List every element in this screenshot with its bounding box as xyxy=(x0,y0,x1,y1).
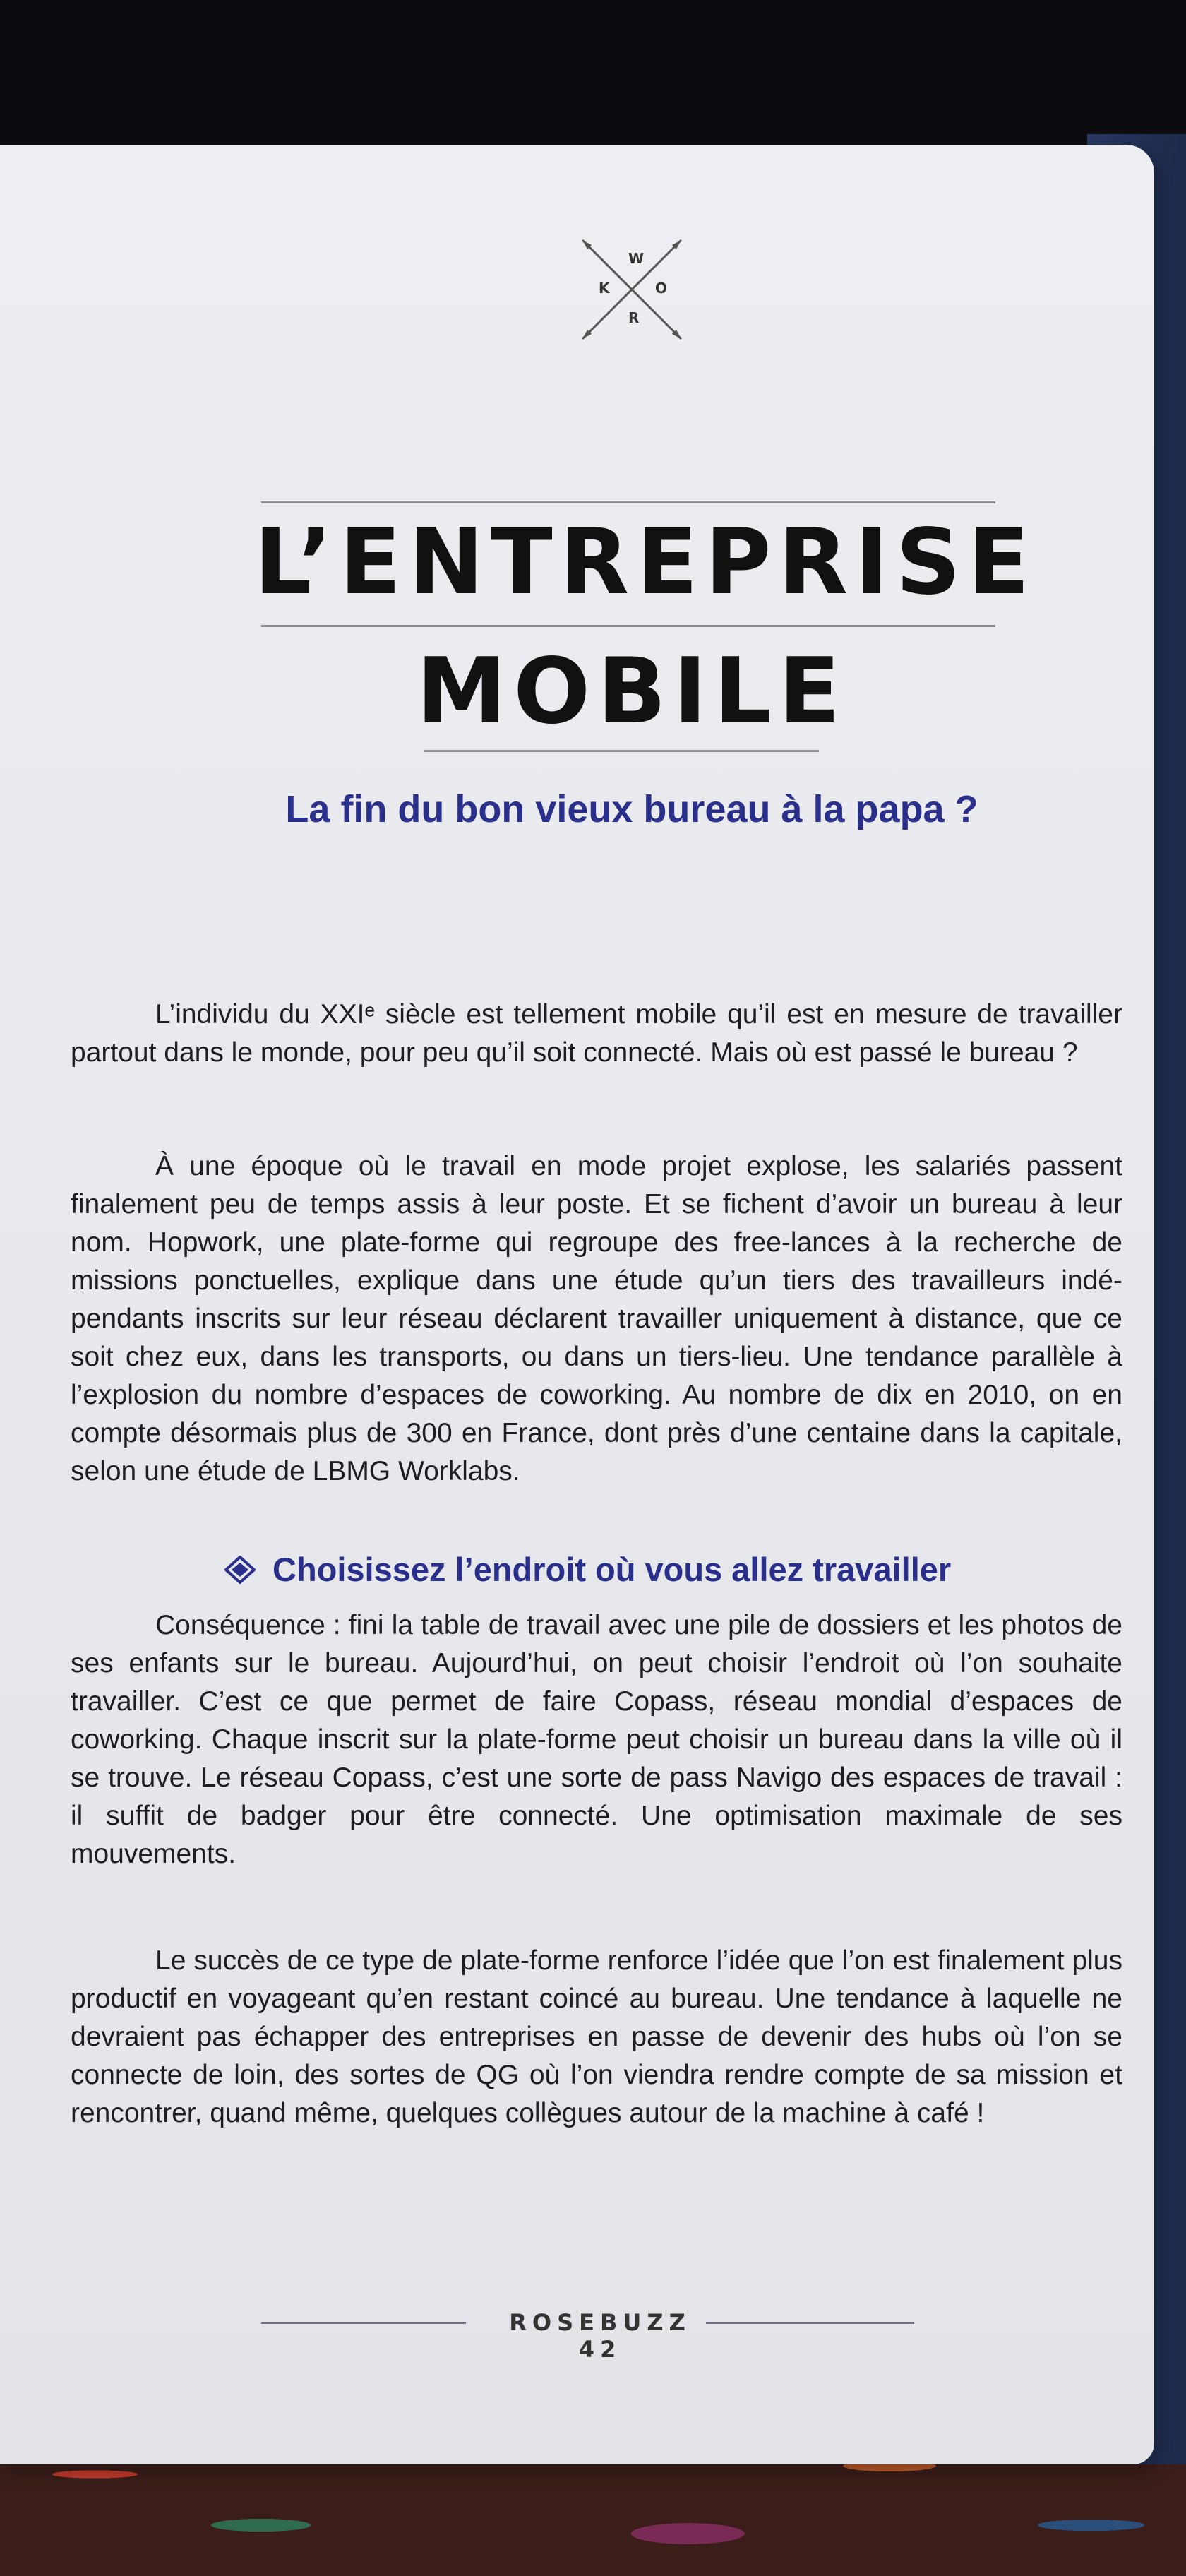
article-body-intro xyxy=(71,996,1122,1072)
compass-logo-icon xyxy=(579,237,685,342)
title-rule-bottom xyxy=(424,750,819,752)
article-body-section xyxy=(71,1606,1122,1873)
paragraph-1: L’individu du XXIᵉ siècle est tellement mobile qu’il est en mesure de travailler partout dans le monde, pour peu qu’il soit connecté. Mais où est passé le bureau ? xyxy=(71,999,1122,1068)
title-rule-top xyxy=(261,501,995,503)
paragraph-4: Le succès de ce type de plate-forme renforce l’idée que l’on est finalement plus productif en voyageant qu’en restant coincé au bureau. Une tendance à laquelle ne devraient pas échapper des entreprises en passe de devenir des hubs où l’on se connecte de loin, des sortes de QG où l’on viendra rendre compte de sa mission et rencontrer, quand même, quelques collègues autour de la machine à café ! xyxy=(71,1945,1122,2128)
paragraph-2: À une époque où le travail en mode projet explose, les salariés passent finalement peu de temps assis à leur poste. Et se fichent d’avoir un bureau à leur nom. Hopwork, une plate-forme qui regroupe des free-lances à la recherche de missions ponctuelles, explique dans une étude qu’un tiers des travailleurs indé-pendants inscrits sur leur réseau déclarent travailler uniquement à distance, que ce soit chez eux, dans les transports, ou dans un tiers-lieu. Une tendance parallèle à l’explosion du nombre d’espaces de coworking. Au nombre de dix en 2010, on en compte désormais plus de 300 en France, dont près d’une centaine dans la capitale, selon une étude de LBMG Worklabs. xyxy=(71,1151,1122,1486)
section-heading xyxy=(219,1550,951,1589)
footer-rule-right xyxy=(706,2322,914,2324)
page-title-line1: L’ENTREPRISE xyxy=(254,510,1037,615)
page-title-line2: MOBILE xyxy=(416,639,848,744)
logo-letter-r: R xyxy=(628,309,640,326)
logo-letter-o: O xyxy=(655,280,668,297)
section-heading-text: Choisissez l’endroit où vous allez travailler xyxy=(272,1551,952,1588)
diamond-bullet-icon xyxy=(219,1556,261,1584)
page-subtitle: La fin du bon vieux bureau à la papa ? xyxy=(285,788,978,830)
logo-letter-w: W xyxy=(628,250,645,267)
title-rule-middle xyxy=(261,625,995,627)
paragraph-3: Conséquence : fini la table de travail avec une pile de dossiers et les photos de ses enfants sur le bureau. Aujourd’hui, on peut choisir l’endroit où l’on souhaite travailler. C’est ce que permet de faire Copass, réseau mondial d’espaces de coworking. Chaque inscrit sur la plate-forme peut choisir un bureau dans la ville où il se trouve. Le réseau Copass, c’est une sorte de pass Navigo des espaces de travail : il suffit de badger pour être connecté. Une optimisation maximale de ses mouvements. xyxy=(71,1610,1122,1869)
article-body-main xyxy=(71,1147,1122,1491)
footer-rule-left xyxy=(261,2322,466,2324)
page-footer: ROSEBUZZ 42 xyxy=(509,2309,691,2363)
article-body-conclusion xyxy=(71,1942,1122,2133)
logo-letter-k: K xyxy=(599,280,610,297)
